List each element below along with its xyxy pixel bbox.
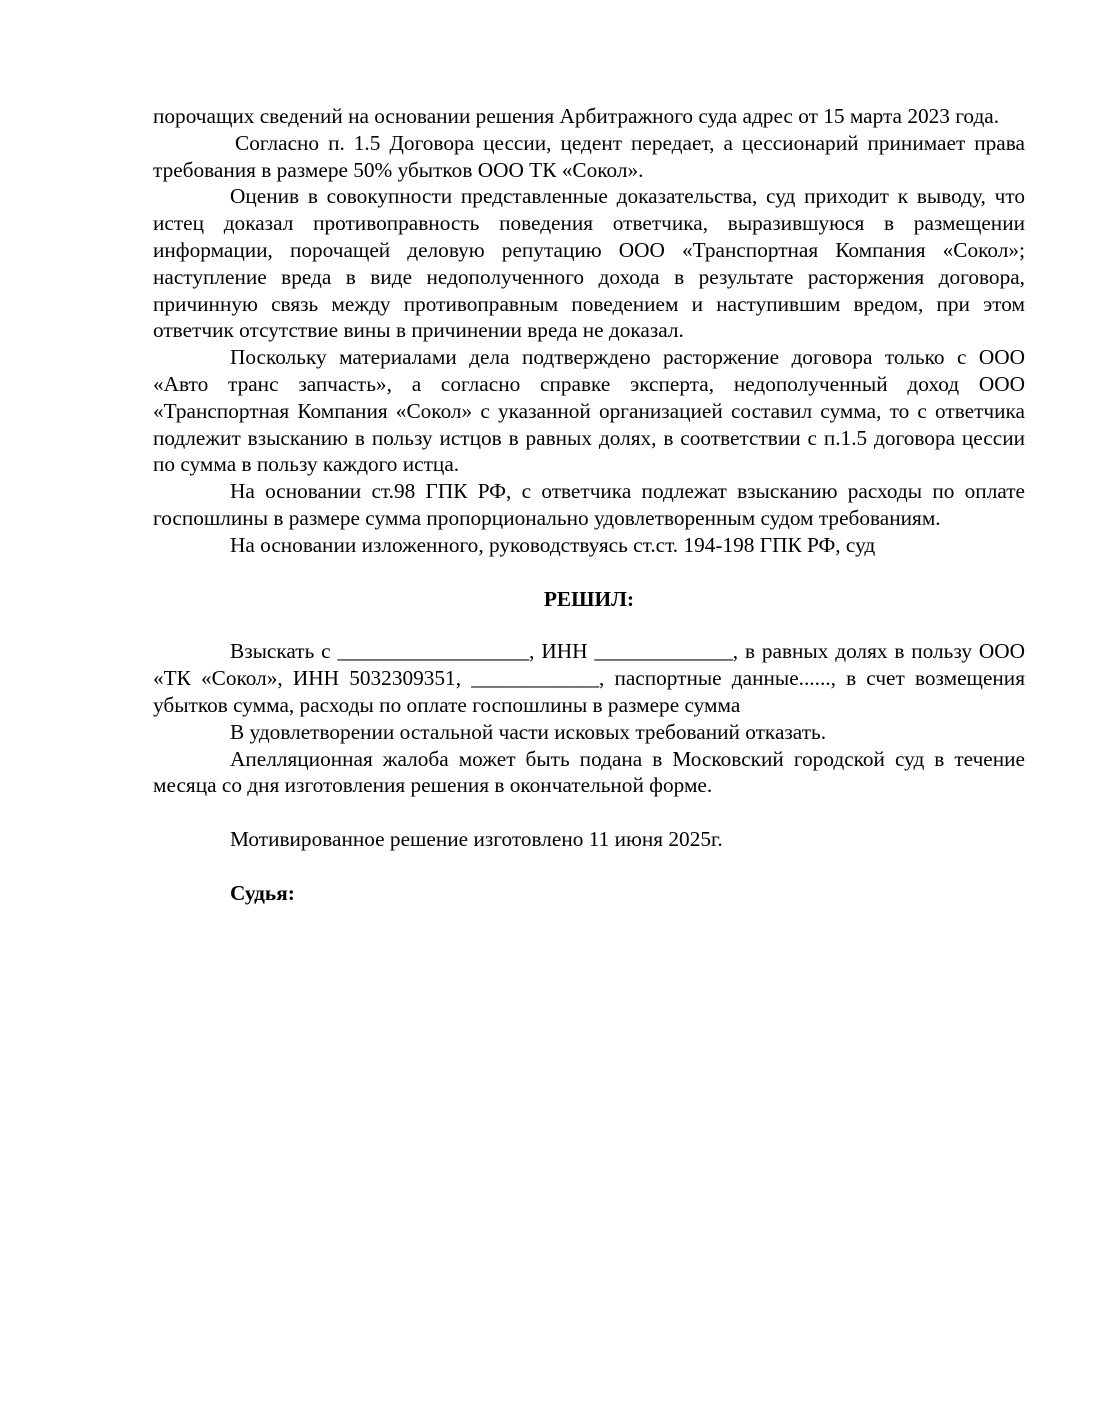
decision-heading: РЕШИЛ: xyxy=(543,586,635,611)
motivated-decision-date: Мотивированное решение изготовлено 11 июня 2025г. xyxy=(230,827,723,852)
document-page xyxy=(153,103,1025,907)
paragraph-cession-clause: Согласно п. 1.5 Договора цессии, цедент передает, а цессионарий принимает права требования в размере 50% убытков ООО ТК «Сокол». xyxy=(153,130,1025,182)
paragraph-state-fee: На основании ст.98 ГПК РФ, с ответчика подлежат взысканию расходы по оплате госпошлины в размере сумма пропорционально удовлетворенным судом требованиям. xyxy=(153,479,1025,530)
paragraph-contract-termination: Поскольку материалами дела подтверждено расторжение договора только с ООО «Авто транс запчасть», а согласно справке эксперта, недополученный доход ООО «Транспортная Компания «Сокол» с указанной организацией составил сумма, то с ответчика подлежит взысканию в пользу истцов в равных долях, в соответствии с п.1.5 договора цессии по сумма в пользу каждого истца. xyxy=(153,345,1025,477)
paragraph-rejection: В удовлетворении остальной части исковых требований отказать. xyxy=(230,719,827,744)
spacer xyxy=(153,853,1025,880)
paragraph-continuation: порочащих сведений на основании решения Арбитражного суда адрес от 15 марта 2023 года. xyxy=(153,104,1000,128)
spacer xyxy=(153,799,1025,826)
paragraph-appeal: Апелляционная жалоба может быть подана в Московский городской суд в течение месяца со дня изготовления решения в окончательной форме. xyxy=(153,746,1025,798)
judge-label: Судья: xyxy=(230,880,295,905)
paragraph-recover: Взыскать с __________________, ИНН _____________, в равных долях в пользу ООО «ТК «Сокол», ИНН 5032309351, ____________, паспортные данные......, в счет возмещения убытков сумма, расходы по оплате госпошлины в размере сумма xyxy=(153,639,1025,717)
paragraph-legal-basis: На основании изложенного, руководствуясь ст.ст. 194-198 ГПК РФ, суд xyxy=(230,532,876,557)
paragraph-evidence-assessment: Оценив в совокупности представленные доказательства, суд приходит к выводу, что истец доказал противоправность поведения ответчика, выразившуюся в размещении информации, порочащей деловую репутацию ООО «Транспортная Компания «Сокол»; наступление вреда в виде недополученного дохода в результате расторжения договора, причинную связь между противоправным поведением и наступившим вредом, при этом ответчик отсутствие вины в причинении вреда не доказал. xyxy=(153,184,1025,343)
